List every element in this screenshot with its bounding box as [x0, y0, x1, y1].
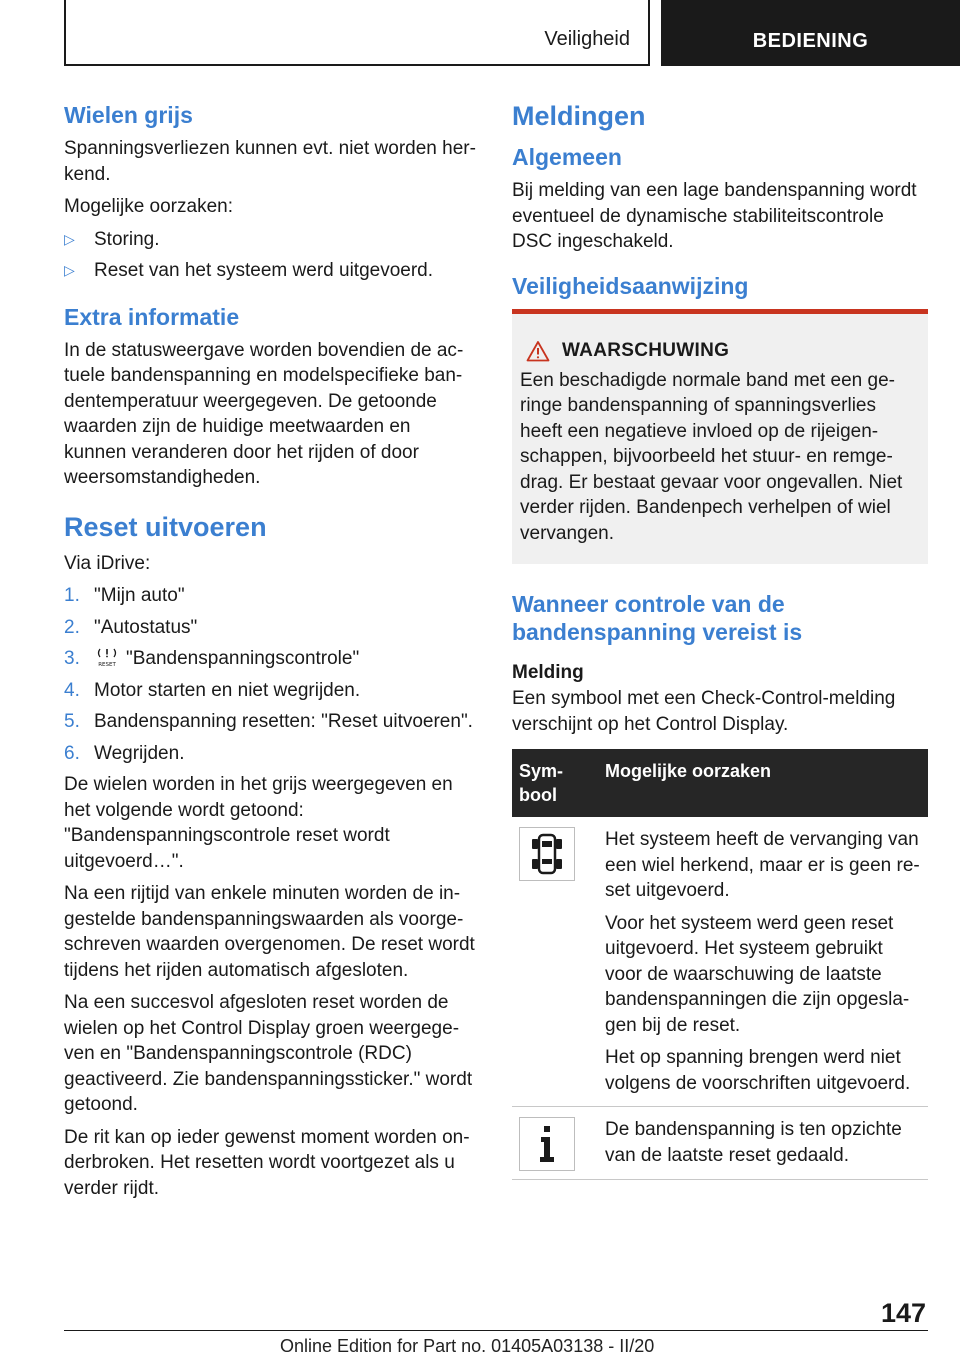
cause-text: Het op spanning brengen werd niet volgens de voorschriften uitgevoerd.: [605, 1047, 911, 1094]
cause-text: De bandenspanning is ten opzichte van de laatste reset gedaald.: [605, 1119, 902, 1166]
paragraph-oorzaken: Mogelijke oorzaken:: [64, 196, 233, 217]
step-item: 5. Bandenspanning resetten: "Reset uitvoeren".: [64, 711, 473, 732]
warning-text: Een beschadigde normale band met een geringe bandenspanning of spanningsverlies heeft een negatieve invloed op de rijeigenschappen, bijvoorbeeld het stuur- en remgedrag. Er bestaat gevaar voor ongevallen. Niet verder rijden. Bandenpech verhelpen of wiel vervangen.: [520, 369, 903, 544]
chapter-tab: BEDIENING: [661, 0, 960, 66]
symbol-cell: [512, 817, 598, 1107]
cause-text: Het systeem heeft de vervanging van een wiel herkend, maar er is geen reset uitgevoerd.: [605, 829, 920, 901]
heading-melding: Melding: [512, 662, 584, 683]
warning-box: [512, 309, 928, 565]
info-icon: [519, 1117, 575, 1171]
paragraph-rijtijd: Na een rijtijd van enkele minuten worden de ingestelde bandenspanningswaarden als voorgeschreven waarden overgenomen. De reset wordt tijdens het rijden automatisch afgesloten.: [64, 883, 475, 981]
tire-reset-icon: [94, 647, 120, 667]
step-item: 2. "Autostatus": [64, 616, 198, 638]
warning-title: [526, 340, 920, 362]
column-header-symbool: Symbool: [512, 749, 598, 817]
table-row: [512, 1107, 928, 1180]
warning-triangle-icon: [526, 340, 550, 362]
triangle-bullet-icon: ▷: [64, 262, 75, 278]
symbol-cell: [512, 1107, 598, 1180]
step-item: 1. "Mijn auto": [64, 585, 185, 606]
section-title: Veiligheid: [544, 28, 630, 50]
causes-list: [64, 227, 478, 284]
paragraph-extra: In de statusweergave worden bovendien de actuele bandenspanning en modelspecifieke bandentemperatuur weergegeven. De getoonde waarden zijn de huidige meetwaarden en kunnen veranderen door het rijden of door weersomstandigheden.: [64, 339, 464, 488]
step-item: 6. Wegrijden.: [64, 742, 185, 764]
page-number: 147: [880, 1298, 926, 1328]
page-header: [0, 0, 960, 66]
table-header-row: [512, 749, 928, 817]
step-item: 3. RESET "Bandenspanningscontrole": [64, 648, 360, 669]
paragraph-grijs-weergegeven: De wielen worden in het grijs weergegeven en het volgende wordt getoond: "Bandenspanningscontrole reset wordt uitgevoerd…".: [64, 774, 453, 872]
paragraph-melding: Een symbool met een Check-Control-melding verschijnt op het Control Display.: [512, 688, 896, 735]
car-tires-icon: [519, 827, 575, 881]
edition-note: Online Edition for Part no. 01405A03138 - II/20: [280, 1336, 655, 1356]
paragraph-succesvol: Na een succesvol afgesloten reset worden de wielen op het Control Display groen weergegeven en "Bandenspanningscontrole (RDC) geactiveerd. Zie bandenspanningssticker." wordt getoond.: [64, 992, 473, 1115]
symbol-table: [512, 749, 928, 1180]
svg-text:RESET: RESET: [98, 662, 116, 667]
heading-veiligheidsaanwijzing: Veiligheidsaanwijzing: [512, 272, 749, 299]
heading-extra-informatie: Extra informatie: [64, 303, 240, 330]
paragraph-algemeen: Bij melding van een lage bandenspanning wordt eventueel de dynamische stabiliteitscontrole DSC ingeschakeld.: [512, 180, 917, 252]
left-column: [64, 100, 478, 1208]
causes-cell: [598, 817, 928, 1107]
table-row: [512, 817, 928, 1107]
heading-wanneer-controle: Wanneer controle van de bandenspanning vereist is: [512, 591, 803, 645]
footer-divider: [64, 1330, 928, 1331]
paragraph-spanningsverliezen: Spanningsverliezen kunnen evt. niet worden herkend.: [64, 138, 476, 185]
causes-cell: [598, 1107, 928, 1180]
list-item: ▷ Storing.: [64, 227, 478, 253]
heading-reset-uitvoeren: Reset uitvoeren: [64, 511, 267, 542]
heading-wielen-grijs: Wielen grijs: [64, 102, 193, 128]
heading-algemeen: Algemeen: [512, 144, 622, 170]
reset-steps: [64, 583, 478, 766]
paragraph-via-idrive: Via iDrive:: [64, 552, 151, 574]
list-item: ▷ Reset van het systeem werd uitgevoerd.: [64, 258, 478, 284]
triangle-bullet-icon: ▷: [64, 230, 75, 247]
right-column: [512, 100, 928, 1180]
cause-text: Voor het systeem werd geen reset uitgevoerd. Het systeem gebruikt voor de waarschuwing de laatste bandenspanningen die zijn opgeslagen bij de reset.: [605, 912, 910, 1036]
heading-meldingen: Meldingen: [512, 101, 646, 131]
column-header-oorzaken: Mogelijke oorzaken: [598, 749, 928, 817]
warning-label: WAARSCHUWING: [562, 339, 730, 361]
step-item: 4. Motor starten en niet wegrijden.: [64, 679, 361, 701]
paragraph-rit: De rit kan op ieder gewenst moment worden onderbroken. Het resetten wordt voortgezet als u verder rijdt.: [64, 1126, 470, 1199]
